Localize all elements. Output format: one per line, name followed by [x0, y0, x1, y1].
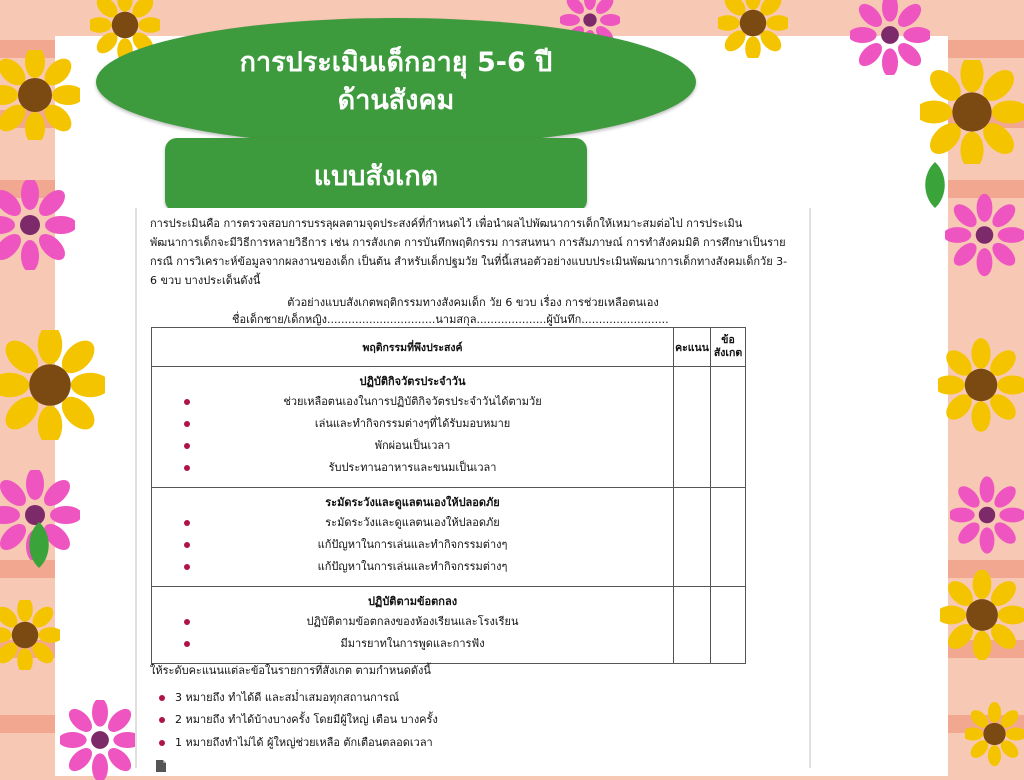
sunflower-icon — [940, 570, 1024, 660]
list-item — [152, 633, 673, 655]
subtitle-text: แบบสังเกต — [313, 160, 439, 192]
score-cell[interactable] — [674, 587, 711, 664]
item-text: เล่นและทำกิจกรรมต่างๆที่ได้รับมอบหมาย — [314, 417, 511, 430]
list-item — [152, 611, 673, 633]
table-row — [152, 367, 746, 488]
bullet-icon — [159, 740, 165, 746]
observation-document — [135, 208, 811, 768]
leaf-icon — [918, 160, 952, 210]
bullet-icon — [184, 465, 190, 471]
bullet-icon — [159, 695, 165, 701]
table-row — [152, 587, 746, 664]
section-heading: ระมัดระวังและดูแลตนเองให้ปลอดภัย — [325, 496, 500, 509]
header-note-line2: สังเกต — [713, 347, 743, 359]
table-header-row — [152, 328, 746, 367]
header-score: คะแนน — [674, 328, 711, 367]
item-text: พักผ่อนเป็นเวลา — [374, 439, 451, 452]
section-heading: ปฏิบัติตามข้อตกลง — [367, 595, 458, 608]
header-behavior: พฤติกรรมที่พึงประสงค์ — [152, 328, 674, 367]
list-item — [152, 534, 673, 556]
section-cell — [152, 367, 674, 488]
item-text: ปฏิบัติตามข้อตกลงของห้องเรียนและโรงเรียน — [306, 615, 519, 628]
bullet-icon — [184, 619, 190, 625]
note-cell[interactable] — [711, 587, 746, 664]
example-title: ตัวอย่างแบบสังเกตพฤติกรรมทางสังคมเด็ก วัย 6 ขวบ เรื่อง การช่วยเหลือตนเอง — [287, 296, 659, 309]
list-item — [152, 413, 673, 435]
rule-text: 3 หมายถึง ทำได้ดี และสม่ำเสมอทุกสถานการณ์ — [175, 691, 400, 704]
sunflower-icon — [965, 700, 1024, 768]
pink-daisy-icon — [60, 700, 140, 780]
sunflower-icon — [718, 0, 788, 58]
section-cell — [152, 488, 674, 587]
bullet-icon — [184, 564, 190, 570]
item-text: แก้ปัญหาในการเล่นและทำกิจกรรมต่างๆ — [317, 538, 508, 551]
pink-daisy-icon — [945, 190, 1024, 280]
list-item — [152, 556, 673, 578]
list-item — [152, 512, 673, 534]
sunflower-icon — [0, 50, 80, 140]
note-cell[interactable] — [711, 488, 746, 587]
sunflower-icon — [0, 330, 105, 440]
scoring-title: ให้ระดับคะแนนแต่ละข้อในรายการที่สังเกต ตามกำหนดดังนี้ — [150, 664, 431, 677]
pink-daisy-icon — [0, 180, 75, 270]
pink-daisy-icon — [950, 470, 1024, 560]
list-item — [152, 391, 673, 413]
bullet-icon — [184, 443, 190, 449]
bullet-icon — [184, 542, 190, 548]
sunflower-icon — [938, 330, 1024, 440]
scoring-rule — [175, 712, 438, 728]
item-text: ระมัดระวังและดูแลตนเองให้ปลอดภัย — [325, 516, 500, 529]
table-row — [152, 488, 746, 587]
behavior-table — [151, 327, 746, 664]
subtitle-banner — [165, 138, 587, 212]
title-banner — [96, 18, 696, 146]
name-line: ชื่อเด็กชาย/เด็กหญิง...............................นามสกุล....................ผู้บันทึก......................... — [232, 313, 669, 326]
rule-text: 2 หมายถึง ทำได้บ้างบางครั้ง โดยมีผู้ใหญ่ เตือน บางครั้ง — [175, 713, 438, 726]
sunflower-icon — [920, 60, 1024, 164]
bullet-icon — [184, 520, 190, 526]
item-text: รับประทานอาหารและขนมเป็นเวลา — [328, 461, 497, 474]
item-text: ช่วยเหลือตนเองในการปฏิบัติกิจวัตรประจำวันได้ตามวัย — [283, 395, 542, 408]
list-item — [152, 435, 673, 457]
bullet-icon — [184, 641, 190, 647]
scoring-rule — [175, 690, 399, 706]
header-note-line1: ข้อ — [721, 334, 735, 346]
score-cell[interactable] — [674, 488, 711, 587]
title-line-2: ด้านสังคม — [337, 85, 455, 116]
item-text: แก้ปัญหาในการเล่นและทำกิจกรรมต่างๆ — [317, 560, 508, 573]
bullet-icon — [159, 717, 165, 723]
intro-paragraph: การประเมินคือ การตรวจสอบการบรรลุผลตามจุดประสงค์ที่กำหนดไว้ เพื่อนำผลไปพัฒนาการเด็กให้เหมาะสมต่อไป การประเมินพัฒนาการเด็กจะมีวิธีการหลายวิธีการ เช่น การสังเกต การบันทึกพฤติกรรม การสนทนา การสัมภาษณ์ การทำสังคมมิติ การศึกษาเป็นรายกรณี การวิเคราะห์ข้อมูลจากผลงานของเด็ก เป็นต้น สำหรับเด็กปฐมวัย ในที่นี้เสนอตัวอย่างแบบประเมินพัฒนาการเด็กทางสังคมเด็กวัย 3-6 ขวบ บางประเด็นดังนี้ — [150, 217, 788, 287]
section-heading: ปฏิบัติกิจวัตรประจำวัน — [359, 375, 466, 388]
item-text: มีมารยาทในการพูดและการฟัง — [340, 637, 485, 650]
list-item — [152, 457, 673, 479]
note-cell[interactable] — [711, 367, 746, 488]
bullet-icon — [184, 399, 190, 405]
rule-text: 1 หมายถึงทำไม่ได้ ผู้ใหญ่ช่วยเหลือ ตักเตือนตลอดเวลา — [175, 736, 433, 749]
leaf-icon — [22, 520, 56, 570]
header-note — [711, 328, 746, 367]
sunflower-icon — [0, 600, 60, 670]
section-cell — [152, 587, 674, 664]
scoring-rule — [175, 735, 433, 751]
bullet-icon — [184, 421, 190, 427]
title-line-1: การประเมินเด็กอายุ 5-6 ปี — [239, 47, 553, 78]
pink-daisy-icon — [850, 0, 930, 75]
document-icon — [154, 759, 168, 773]
score-cell[interactable] — [674, 367, 711, 488]
